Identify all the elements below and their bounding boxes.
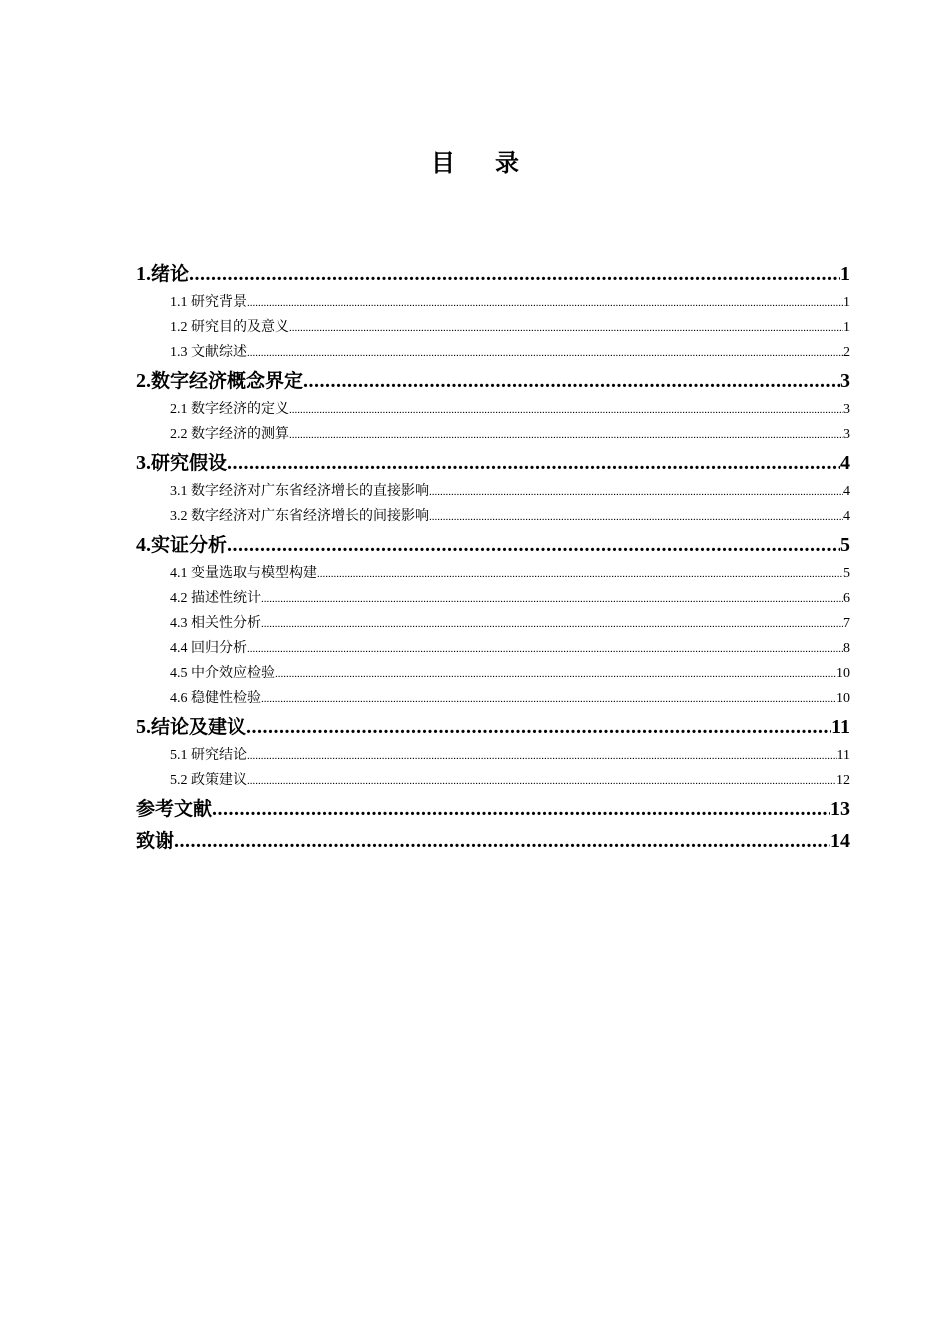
toc-entry-label	[136, 447, 227, 479]
toc-chapter-entry[interactable]	[136, 529, 850, 561]
toc-entry-label	[136, 365, 303, 397]
toc-entry-title: 政策建议	[191, 772, 247, 788]
toc-entry-label	[170, 743, 247, 768]
toc-page-number: 4	[843, 484, 850, 499]
toc-page-number: 6	[843, 591, 850, 606]
toc-entry-number: 2.	[136, 370, 151, 392]
toc-entry-label	[170, 636, 247, 661]
toc-entry-title: 参考文献	[136, 798, 213, 820]
toc-entry-label	[170, 686, 261, 711]
toc-entry-number: 5.1	[170, 748, 188, 763]
toc-page-number: 1	[843, 320, 850, 335]
toc-entry-title: 中介效应检验	[191, 665, 275, 681]
toc-page-number: 7	[843, 616, 850, 631]
toc-title: 目录	[431, 149, 559, 177]
toc-entry-label	[170, 290, 247, 315]
toc-entry-label	[170, 561, 317, 586]
toc-dot-leader	[289, 398, 843, 422]
toc-entry-title: 致谢	[136, 830, 175, 852]
toc-entry-number: 1.3	[170, 345, 188, 360]
toc-entry-label	[136, 711, 246, 743]
toc-entry-title: 数字经济对广东省经济增长的间接影响	[191, 508, 429, 524]
toc-section-entry[interactable]	[136, 743, 850, 768]
toc-entry-number: 4.2	[170, 591, 188, 606]
toc-entry-label	[170, 479, 429, 504]
toc-page-number: 4	[843, 509, 850, 524]
toc-entry-title: 数字经济的测算	[191, 426, 289, 442]
toc-page-number: 5	[840, 534, 850, 556]
toc-page-number: 14	[830, 830, 850, 852]
toc-dot-leader	[246, 711, 831, 743]
toc-dot-leader	[289, 423, 843, 447]
toc-dot-leader	[189, 258, 840, 290]
toc-page-number: 4	[840, 452, 850, 474]
toc-entry-title: 实证分析	[151, 534, 228, 556]
toc-section-entry[interactable]	[136, 504, 850, 529]
toc-entry-label	[170, 661, 275, 686]
toc-page-number: 3	[843, 402, 850, 417]
toc-dot-leader	[303, 365, 840, 397]
toc-dot-leader	[261, 612, 843, 636]
toc-entry-title: 文献综述	[191, 344, 247, 360]
toc-entry-title: 相关性分析	[191, 615, 261, 631]
table-of-contents	[136, 258, 850, 857]
toc-section-entry[interactable]	[136, 768, 850, 793]
toc-page-number: 11	[831, 716, 850, 738]
toc-dot-leader	[261, 587, 843, 611]
toc-entry-label	[170, 504, 429, 529]
toc-entry-title: 研究目的及意义	[191, 319, 289, 335]
toc-page-number: 8	[843, 641, 850, 656]
toc-entry-title: 结论及建议	[151, 716, 247, 738]
toc-entry-label	[136, 793, 212, 825]
toc-entry-label	[136, 258, 189, 290]
toc-chapter-entry[interactable]	[136, 365, 850, 397]
toc-entry-number: 4.5	[170, 666, 188, 681]
toc-entry-number: 3.	[136, 452, 151, 474]
toc-dot-leader	[429, 505, 843, 529]
toc-section-entry[interactable]	[136, 661, 850, 686]
toc-entry-number: 2.2	[170, 427, 188, 442]
toc-section-entry[interactable]	[136, 315, 850, 340]
toc-page-number: 11	[836, 748, 850, 763]
toc-dot-leader	[247, 291, 843, 315]
toc-entry-number: 1.2	[170, 320, 188, 335]
toc-entry-title: 变量选取与模型构建	[191, 565, 317, 581]
toc-dot-leader	[247, 744, 837, 768]
toc-entry-title: 研究结论	[191, 747, 247, 763]
toc-section-entry[interactable]	[136, 340, 850, 365]
toc-dot-leader	[289, 316, 843, 340]
toc-section-entry[interactable]	[136, 422, 850, 447]
toc-entry-title: 数字经济概念界定	[151, 370, 304, 392]
toc-dot-leader	[317, 562, 843, 586]
toc-section-entry[interactable]	[136, 586, 850, 611]
toc-dot-leader	[275, 662, 836, 686]
toc-section-entry[interactable]	[136, 561, 850, 586]
toc-entry-number: 4.	[136, 534, 151, 556]
toc-entry-number: 2.1	[170, 402, 188, 417]
toc-entry-number: 3.2	[170, 509, 188, 524]
toc-entry-number: 4.4	[170, 641, 188, 656]
toc-dot-leader	[261, 687, 836, 711]
toc-entry-title: 数字经济的定义	[191, 401, 289, 417]
toc-entry-number: 4.1	[170, 566, 188, 581]
toc-section-entry[interactable]	[136, 636, 850, 661]
toc-entry-number: 1.	[136, 263, 151, 285]
toc-entry-title: 绪论	[151, 263, 190, 285]
toc-entry-title: 数字经济对广东省经济增长的直接影响	[191, 483, 429, 499]
toc-section-entry[interactable]	[136, 290, 850, 315]
toc-section-entry[interactable]	[136, 686, 850, 711]
toc-page-number: 12	[836, 773, 850, 788]
toc-dot-leader	[227, 447, 840, 479]
toc-entry-title: 研究背景	[191, 294, 247, 310]
toc-chapter-entry[interactable]	[136, 447, 850, 479]
toc-entry-number: 1.1	[170, 295, 188, 310]
toc-entry-label	[136, 825, 174, 857]
toc-entry-label	[170, 397, 289, 422]
toc-entry-label	[170, 611, 261, 636]
toc-entry-title: 稳健性检验	[191, 690, 261, 706]
toc-section-entry[interactable]	[136, 611, 850, 636]
toc-chapter-entry[interactable]	[136, 793, 850, 825]
toc-page-number: 1	[840, 263, 850, 285]
toc-dot-leader	[247, 341, 843, 365]
toc-dot-leader	[429, 480, 843, 504]
toc-entry-label	[170, 340, 247, 365]
toc-dot-leader	[247, 637, 843, 661]
toc-dot-leader	[174, 825, 830, 857]
toc-entry-title: 回归分析	[191, 640, 247, 656]
toc-chapter-entry[interactable]	[136, 258, 850, 290]
toc-page-number: 2	[843, 345, 850, 360]
toc-page-number: 13	[830, 798, 850, 820]
toc-section-entry[interactable]	[136, 479, 850, 504]
toc-chapter-entry[interactable]	[136, 711, 850, 743]
toc-page-number: 10	[836, 666, 850, 681]
toc-entry-number: 4.3	[170, 616, 188, 631]
toc-entry-label	[136, 529, 227, 561]
toc-dot-leader	[247, 769, 836, 793]
toc-page-number: 3	[840, 370, 850, 392]
toc-entry-number: 3.1	[170, 484, 188, 499]
toc-entry-label	[170, 422, 289, 447]
toc-page-number: 5	[843, 566, 850, 581]
toc-dot-leader	[212, 793, 830, 825]
toc-entry-title: 研究假设	[151, 452, 228, 474]
toc-page-number: 3	[843, 427, 850, 442]
toc-chapter-entry[interactable]	[136, 825, 850, 857]
toc-page-number: 10	[836, 691, 850, 706]
toc-section-entry[interactable]	[136, 397, 850, 422]
toc-entry-number: 5.	[136, 716, 151, 738]
toc-entry-number: 5.2	[170, 773, 188, 788]
toc-entry-title: 描述性统计	[191, 590, 261, 606]
toc-dot-leader	[227, 529, 840, 561]
toc-entry-label	[170, 586, 261, 611]
toc-entry-label	[170, 315, 289, 340]
toc-entry-number: 4.6	[170, 691, 188, 706]
toc-entry-label	[170, 768, 247, 793]
toc-page-number: 1	[843, 295, 850, 310]
